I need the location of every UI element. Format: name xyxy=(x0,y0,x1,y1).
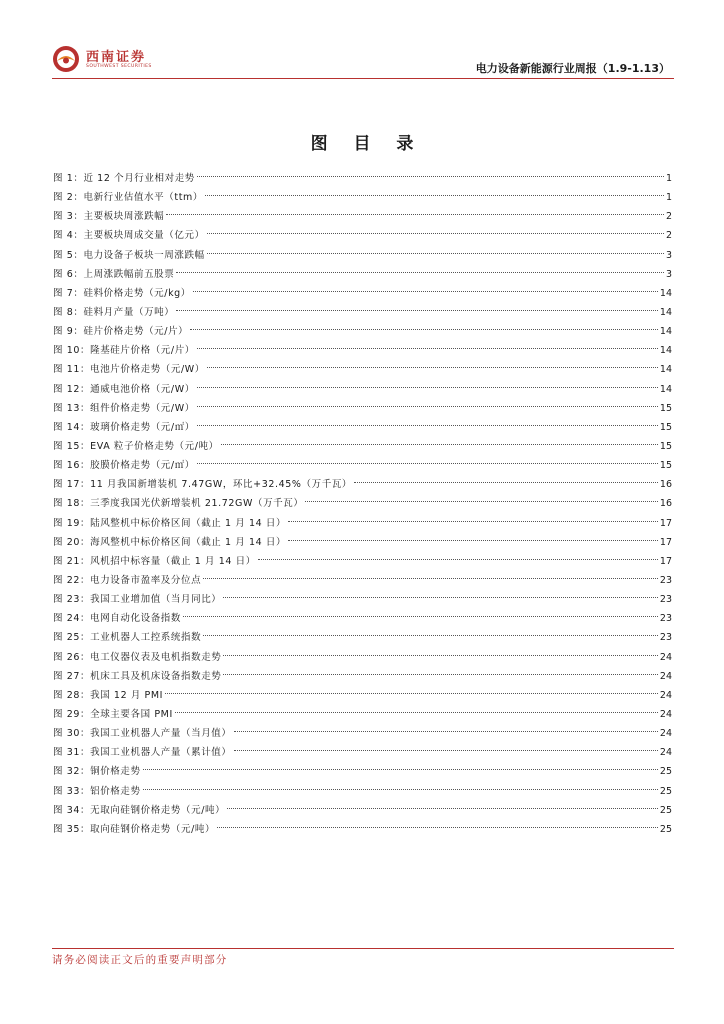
toc-entry-page: 25 xyxy=(659,785,672,797)
toc-dot-leader xyxy=(258,559,658,560)
footer-disclaimer: 请务必阅读正文后的重要声明部分 xyxy=(52,954,228,966)
toc-entry[interactable] xyxy=(53,590,672,609)
toc-entry-label: 图 33：铝价格走势 xyxy=(53,785,141,797)
toc-entry-page: 15 xyxy=(659,440,672,452)
toc-entry-label: 图 23：我国工业增加值（当月同比） xyxy=(53,594,222,606)
toc-dot-leader xyxy=(197,425,658,426)
toc-entry-label: 图 6：上周涨跌幅前五股票 xyxy=(53,268,175,280)
toc-entry-label: 图 28：我国 12 月 PMI xyxy=(53,689,164,701)
toc-entry[interactable] xyxy=(53,533,672,552)
toc-dot-leader xyxy=(197,348,658,349)
toc-dot-leader xyxy=(207,367,658,368)
toc-dot-leader xyxy=(176,272,664,273)
toc-entry-page: 23 xyxy=(659,632,672,644)
toc-dot-leader xyxy=(203,635,658,636)
toc-entry-label: 图 9：硅片价格走势（元/片） xyxy=(53,326,189,338)
toc-entry[interactable] xyxy=(53,801,672,820)
toc-entry-label: 图 16：胶膜价格走势（元/㎡） xyxy=(53,460,195,472)
toc-dot-leader xyxy=(223,597,657,598)
company-logo xyxy=(52,42,172,76)
toc-entry-page: 24 xyxy=(659,689,672,701)
toc-entry-label: 图 7：硅料价格走势（元/kg） xyxy=(53,287,191,299)
toc-entry[interactable] xyxy=(53,380,672,399)
toc-dot-leader xyxy=(197,463,658,464)
toc-dot-leader xyxy=(205,195,664,196)
toc-dot-leader xyxy=(354,482,658,483)
toc-entry-label: 图 14：玻璃价格走势（元/㎡） xyxy=(53,421,195,433)
toc-entry-label: 图 13：组件价格走势（元/W） xyxy=(53,402,195,414)
toc-entry-page: 1 xyxy=(665,192,672,204)
toc-entry[interactable] xyxy=(53,762,672,781)
toc-entry-label: 图 20：海风整机中标价格区间（截止 1 月 14 日） xyxy=(53,536,287,548)
toc-entry-page: 2 xyxy=(665,230,672,242)
toc-entry-label: 图 24：电网自动化设备指数 xyxy=(53,613,182,625)
toc-entry[interactable] xyxy=(53,648,672,667)
toc-dot-leader xyxy=(203,578,658,579)
toc-dot-leader xyxy=(175,712,658,713)
toc-dot-leader xyxy=(223,674,657,675)
toc-entry-label: 图 22：电力设备市盈率及分位点 xyxy=(53,574,202,586)
toc-entry-page: 24 xyxy=(659,747,672,759)
toc-entry-page: 3 xyxy=(665,268,672,280)
toc-dot-leader xyxy=(234,731,658,732)
toc-entry-label: 图 8：硅料月产量（万吨） xyxy=(53,306,175,318)
logo-english-name: SOUTHWEST SECURITIES xyxy=(86,64,152,69)
toc-entry[interactable] xyxy=(53,188,672,207)
toc-entry[interactable] xyxy=(53,724,672,743)
toc-entry-label: 图 32：铜价格走势 xyxy=(53,766,141,778)
toc-entry[interactable] xyxy=(53,322,672,341)
toc-entry-label: 图 15：EVA 粒子价格走势（元/吨） xyxy=(53,440,219,452)
toc-entry[interactable] xyxy=(53,686,672,705)
toc-dot-leader xyxy=(176,310,658,311)
toc-entry-page: 23 xyxy=(659,594,672,606)
toc-entry[interactable] xyxy=(53,782,672,801)
toc-entry-page: 14 xyxy=(659,326,672,338)
toc-entry-page: 24 xyxy=(659,708,672,720)
toc-entry-label: 图 2：电新行业估值水平（ttm） xyxy=(53,192,203,204)
toc-dot-leader xyxy=(207,253,664,254)
toc-entry[interactable] xyxy=(53,360,672,379)
toc-dot-leader xyxy=(227,808,658,809)
toc-entry-page: 14 xyxy=(659,345,672,357)
report-title: 电力设备新能源行业周报（1.9-1.13） xyxy=(475,62,670,75)
toc-entry[interactable] xyxy=(53,437,672,456)
logo-emblem-icon xyxy=(52,45,80,73)
toc-dot-leader xyxy=(197,387,658,388)
toc-entry-page: 17 xyxy=(659,536,672,548)
toc-entry-label: 图 31：我国工业机器人产量（累计值） xyxy=(53,747,232,759)
toc-entry-label: 图 1：近 12 个月行业相对走势 xyxy=(53,173,195,184)
toc-entry[interactable] xyxy=(53,303,672,322)
toc-entry-page: 24 xyxy=(659,670,672,682)
toc-dot-leader xyxy=(305,501,657,502)
toc-entry-label: 图 10：隆基硅片价格（元/片） xyxy=(53,345,195,357)
toc-entry[interactable] xyxy=(53,169,672,188)
toc-entry-page: 14 xyxy=(659,287,672,299)
toc-dot-leader xyxy=(197,406,658,407)
toc-dot-leader xyxy=(223,655,657,656)
toc-entry[interactable] xyxy=(53,705,672,724)
toc-entry-label: 图 5：电力设备子板块一周涨跌幅 xyxy=(53,249,205,261)
toc-entry-page: 17 xyxy=(659,555,672,567)
toc-dot-leader xyxy=(193,291,658,292)
toc-entry[interactable] xyxy=(53,667,672,686)
toc-entry-page: 23 xyxy=(659,574,672,586)
toc-entry-label: 图 19：陆风整机中标价格区间（截止 1 月 14 日） xyxy=(53,517,287,529)
toc-entry-label: 图 35：取向硅钢价格走势（元/吨） xyxy=(53,823,216,835)
toc-entry-page: 25 xyxy=(659,766,672,778)
footer-divider xyxy=(52,948,674,949)
toc-dot-leader xyxy=(143,769,658,770)
toc-entry-page: 3 xyxy=(665,249,672,261)
toc-entry[interactable] xyxy=(53,820,672,839)
toc-entry-page: 15 xyxy=(659,460,672,472)
toc-entry[interactable] xyxy=(53,226,672,245)
toc-entry[interactable] xyxy=(53,456,672,475)
toc-entry-page: 14 xyxy=(659,383,672,395)
toc-entry[interactable] xyxy=(53,552,672,571)
toc-entry-label: 图 30：我国工业机器人产量（当月值） xyxy=(53,728,232,740)
header-divider xyxy=(52,78,674,79)
toc-entry-page: 17 xyxy=(659,517,672,529)
toc-entry[interactable] xyxy=(53,341,672,360)
toc-entry-page: 25 xyxy=(659,823,672,835)
toc-dot-leader xyxy=(143,789,658,790)
toc-entry-page: 16 xyxy=(659,498,672,510)
logo-chinese-name: 西南证券 xyxy=(86,50,147,65)
toc-entry[interactable] xyxy=(53,628,672,647)
toc-entry[interactable] xyxy=(53,418,672,437)
toc-entry-page: 14 xyxy=(659,364,672,376)
toc-entry-label: 图 21：风机招中标容量（截止 1 月 14 日） xyxy=(53,555,256,567)
toc-entry-label: 图 25：工业机器人工控系统指数 xyxy=(53,632,202,644)
toc-entry[interactable] xyxy=(53,609,672,628)
toc-dot-leader xyxy=(288,521,658,522)
toc-entry-page: 23 xyxy=(659,613,672,625)
toc-entry[interactable] xyxy=(53,265,672,284)
toc-dot-leader xyxy=(207,233,664,234)
toc-dot-leader xyxy=(288,540,658,541)
toc-entry-label: 图 29：全球主要各国 PMI xyxy=(53,708,173,720)
page-header xyxy=(52,40,674,78)
toc-entry-page: 14 xyxy=(659,306,672,318)
toc-entry-page: 25 xyxy=(659,804,672,816)
toc-entry[interactable] xyxy=(53,284,672,303)
toc-entry[interactable] xyxy=(53,571,672,590)
toc-entry[interactable] xyxy=(53,743,672,762)
toc-entry-page: 1 xyxy=(665,173,672,184)
toc-dot-leader xyxy=(197,176,664,177)
toc-entry-label: 图 12：通威电池价格（元/W） xyxy=(53,383,195,395)
toc-entry[interactable] xyxy=(53,246,672,265)
toc-entry-label: 图 3：主要板块周涨跌幅 xyxy=(53,211,165,223)
toc-entry-page: 15 xyxy=(659,421,672,433)
toc-entry-label: 图 34：无取向硅钢价格走势（元/吨） xyxy=(53,804,226,816)
toc-dot-leader xyxy=(190,329,658,330)
toc-entry[interactable] xyxy=(53,514,672,533)
toc-dot-leader xyxy=(234,750,658,751)
toc-entry-label: 图 26：电工仪器仪表及电机指数走势 xyxy=(53,651,222,663)
toc-dot-leader xyxy=(165,693,658,694)
toc-entry-page: 16 xyxy=(659,479,672,491)
table-of-figures xyxy=(53,169,672,839)
toc-entry[interactable] xyxy=(53,475,672,494)
toc-entry-page: 24 xyxy=(659,728,672,740)
toc-entry[interactable] xyxy=(53,399,672,418)
toc-entry-label: 图 4：主要板块周成交量（亿元） xyxy=(53,230,205,242)
toc-entry-page: 15 xyxy=(659,402,672,414)
toc-entry-label: 图 27：机床工具及机床设备指数走势 xyxy=(53,670,222,682)
toc-heading: 图 目 录 xyxy=(310,134,424,154)
toc-dot-leader xyxy=(183,616,658,617)
toc-entry-page: 24 xyxy=(659,651,672,663)
toc-dot-leader xyxy=(217,827,658,828)
toc-entry[interactable] xyxy=(53,207,672,226)
toc-entry-label: 图 11：电池片价格走势（元/W） xyxy=(53,364,205,376)
toc-dot-leader xyxy=(166,214,664,215)
toc-entry-label: 图 17：11 月我国新增装机 7.47GW，环比+32.45%（万千瓦） xyxy=(53,479,353,491)
toc-entry-page: 2 xyxy=(665,211,672,223)
toc-entry-label: 图 18：三季度我国光伏新增装机 21.72GW（万千瓦） xyxy=(53,498,304,510)
toc-entry[interactable] xyxy=(53,494,672,513)
toc-dot-leader xyxy=(221,444,658,445)
